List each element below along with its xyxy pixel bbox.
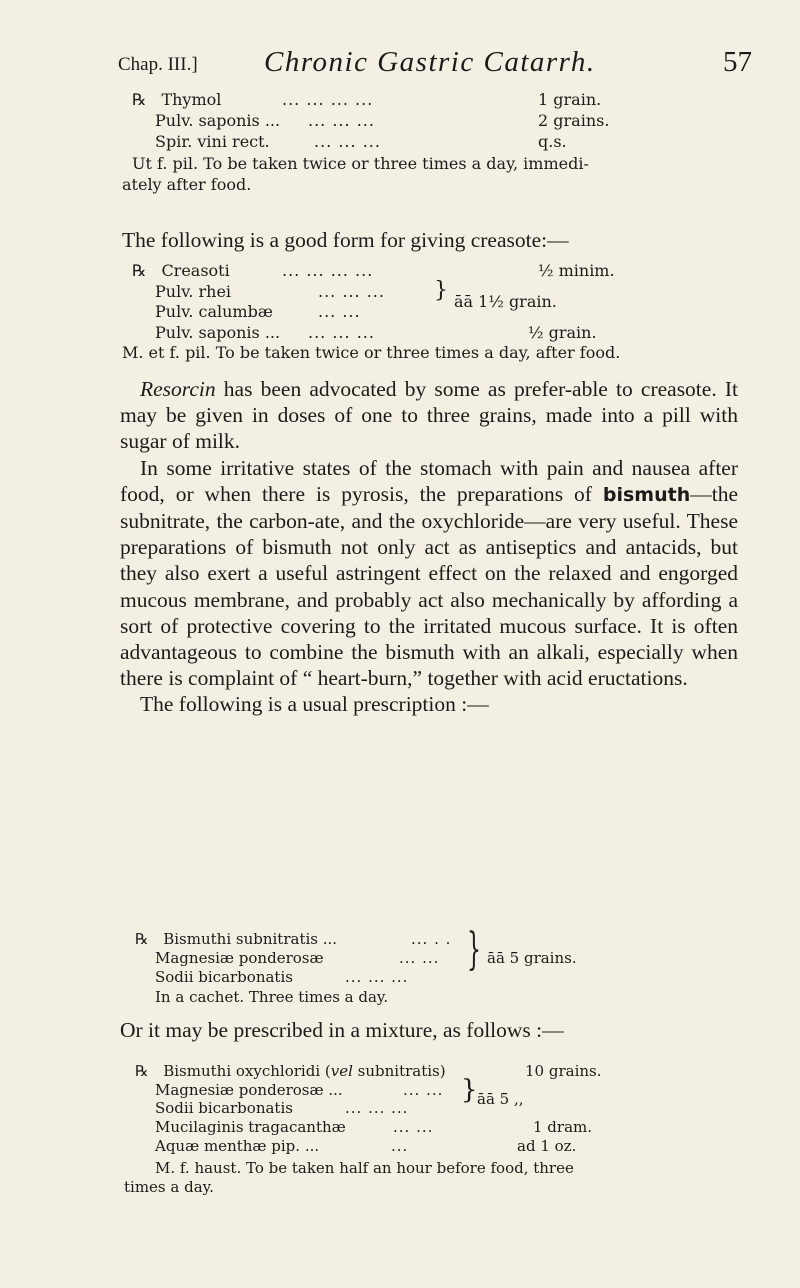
leader-dots: ... ... ... ... <box>282 261 374 280</box>
rx-direction: In a cachet. Three times a day. <box>155 988 389 1006</box>
rx-line <box>132 263 230 279</box>
recipe-symbol: ℞ <box>132 261 147 280</box>
rx-direction: M. et f. pil. To be taken twice or three times a day, after food. <box>122 343 621 362</box>
leader-dots: ... ... ... <box>345 968 409 986</box>
leader-dots: ... ... ... <box>318 282 385 301</box>
leader-dots: ... ... ... <box>345 1099 409 1117</box>
brace-symbol: } <box>467 924 481 975</box>
ingredient-name: Aquæ menthæ pip. ... <box>155 1137 320 1155</box>
rx-line <box>135 1064 446 1079</box>
resorcin-text: has been advocated by some as prefer-able to creasote. It may be given in doses of one to three grains, made into a pill with sugar of milk. <box>120 377 738 454</box>
ingredient-name: Creasoti <box>161 261 230 280</box>
rx-direction: Ut f. pil. To be taken twice or three times a day, immedi- <box>132 154 589 173</box>
brace-symbol: } <box>434 278 448 303</box>
bismuth-paragraph <box>120 455 738 692</box>
leader-dots: ... ... <box>403 1081 444 1099</box>
ingredient-amount: ad 1 oz. <box>517 1137 577 1155</box>
ingredient-amount: 1 grain. <box>538 90 602 109</box>
ingredient-name: Pulv. saponis ... <box>155 323 281 342</box>
leader-dots: ... <box>391 1137 409 1155</box>
recipe-symbol: ℞ <box>135 1062 149 1080</box>
ingredient-name-italic: vel <box>330 1062 353 1080</box>
mixture-intro: Or it may be prescribed in a mixture, as follows :— <box>120 1018 564 1042</box>
ingredient-amount: ½ grain. <box>528 323 597 342</box>
ingredient-amount: ½ minim. <box>538 261 615 280</box>
ingredient-name: Magnesiæ ponderosæ <box>155 949 324 967</box>
ingredient-name: Thymol <box>161 90 222 109</box>
rx-line <box>135 932 337 947</box>
rx-line <box>132 92 221 108</box>
ingredient-amount: 10 grains. <box>525 1062 602 1080</box>
leader-dots: ... ... ... <box>308 323 375 342</box>
body-text <box>120 376 738 718</box>
leader-dots: ... . . <box>411 930 452 948</box>
ingredient-amount: q.s. <box>538 132 567 151</box>
leader-dots: ... ... ... <box>314 132 381 151</box>
ingredient-name: Pulv. saponis ... <box>155 111 281 130</box>
resorcin-emphasis: Resorcin <box>140 377 216 401</box>
chapter-title: Chronic Gastric Catarrh. <box>264 46 596 78</box>
recipe-symbol: ℞ <box>135 930 149 948</box>
ingredient-name: Sodii bicarbonatis <box>155 968 293 986</box>
chapter-label: Chap. III.] <box>118 54 198 75</box>
running-header <box>118 40 752 90</box>
prescription-bismuth-cachet <box>135 924 695 1022</box>
ingredient-name: Magnesiæ ponderosæ ... <box>155 1081 343 1099</box>
rx-direction-cont: times a day. <box>124 1178 214 1196</box>
ingredient-name: Pulv. rhei <box>155 282 232 301</box>
ingredient-name: Pulv. calumbæ <box>155 302 273 321</box>
brace-amount: āā 1½ grain. <box>454 292 557 311</box>
creasote-intro: The following is a good form for giving creasote:— <box>122 228 569 252</box>
brace-amount: āā 5 grains. <box>487 949 577 967</box>
bismuth-text-b: —the subnitrate, the carbon-ate, and the oxychloride—are very useful. These preparations of bismuth not only act as antiseptics and antacids, but they also exert a useful astringent effect on the relaxed and engorged mucous membrane, and probably act also mechanically by affording a sort of protective covering to the irritated mucous surface. It is often advantageous to combine the bismuth with an alkali, especially when there is complaint of “ heart-burn,” together with acid eructations. <box>120 481 738 691</box>
bismuth-bold: bismuth <box>602 483 691 506</box>
ingredient-name <box>163 1062 445 1080</box>
recipe-symbol: ℞ <box>132 90 147 109</box>
rx-direction: M. f. haust. To be taken half an hour before food, three <box>155 1159 574 1177</box>
ingredient-name: Sodii bicarbonatis <box>155 1099 293 1117</box>
usual-prescription-intro: The following is a usual prescription :— <box>140 692 489 717</box>
page-number: 57 <box>723 46 752 78</box>
leader-dots: ... ... <box>399 949 440 967</box>
ingredient-amount: 1 dram. <box>533 1118 593 1136</box>
brace-symbol: } <box>461 1075 478 1105</box>
brace-amount: āā 5 ,, <box>477 1090 524 1108</box>
leader-dots: ... ... ... ... <box>282 90 374 109</box>
ingredient-name: Bismuthi subnitratis ... <box>163 930 338 948</box>
leader-dots: ... ... <box>393 1118 434 1136</box>
prescription-bismuth-mixture <box>124 1062 695 1214</box>
ingredient-name-part: Bismuthi oxychloridi ( <box>163 1062 331 1080</box>
ingredient-amount: 2 grains. <box>538 111 610 130</box>
bismuth-text-a: In some irritative states of the stomach with pain and nausea after food, or when there is pyrosis, the preparations of <box>120 455 738 506</box>
ingredient-name: Mucilaginis tragacanthæ <box>155 1118 346 1136</box>
leader-dots: ... ... <box>318 302 361 321</box>
ingredient-name-part: subnitratis) <box>352 1062 446 1080</box>
leader-dots: ... ... ... <box>308 111 375 130</box>
rx-direction-cont: ately after food. <box>122 175 252 194</box>
resorcin-paragraph <box>120 376 738 455</box>
prescription-creasote <box>122 261 672 363</box>
prescription-thymol <box>122 90 662 212</box>
ingredient-name: Spir. vini rect. <box>155 132 270 151</box>
